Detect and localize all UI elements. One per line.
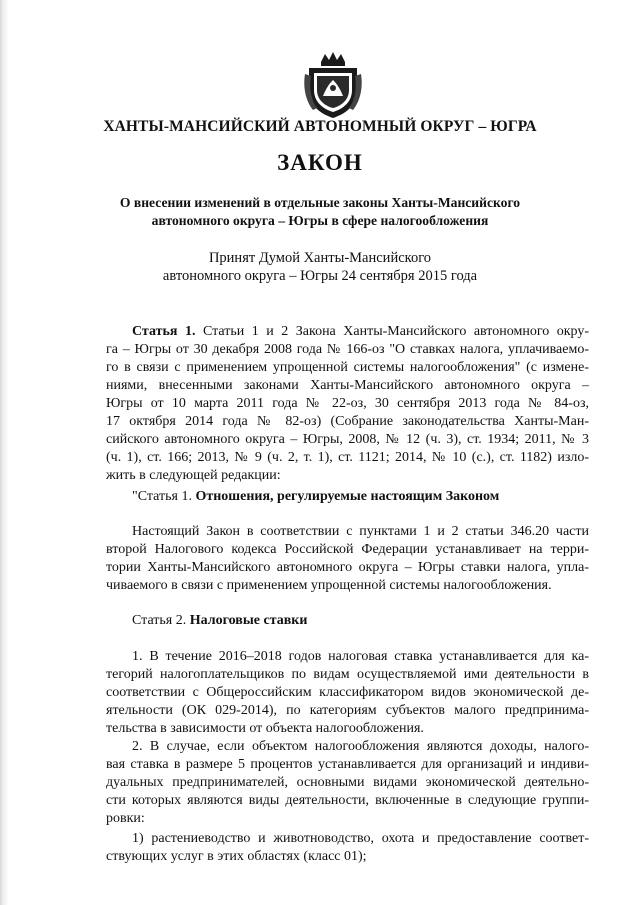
new-article1-prefix: "Статья 1.	[132, 489, 196, 504]
article2-heading	[132, 612, 589, 630]
article1-label: Статья 1.	[132, 324, 196, 339]
article1-line: 17 октября 2014 года № 82-оз) (Собрание законодательства Ханты-Ман-	[106, 414, 589, 429]
new-article1-line: второй Налогового кодекса Российской Федерации устанавливает на терри-	[106, 542, 589, 557]
new-article1-line: Настоящий Закон в соответствии с пунктами 1 и 2 статьи 346.20 части	[132, 524, 589, 539]
law-subtitle-line: автономного округа – Югры в сфере налогообложения	[151, 213, 489, 228]
article2-para1-line: 1. В течение 2016–2018 годов налоговая ставка устанавливается для ка-	[132, 649, 589, 664]
new-article1-line: чиваемого в связи с применением упрощенной системы налогообложения.	[106, 578, 552, 593]
article1-line: (ч. 1), ст. 166; 2013, № 9 (ч. 2, т. 1), ст. 1121; 2014, № 10 (с.), ст. 1182) изло-	[106, 450, 589, 465]
article2-title: Налоговые ставки	[189, 613, 308, 628]
article2-para1-line: тельства в зависимости от объекта налогообложения.	[106, 721, 424, 736]
article2-para2-line: ровки:	[106, 811, 145, 826]
new-article1-line: тории Ханты-Мансийского автономного округа – Югры ставки налога, упла-	[106, 560, 589, 575]
article1-line: га – Югры от 30 декабря 2008 года № 166-оз "О ставках налога, уплачиваемо-	[106, 342, 589, 357]
coat-of-arms-emblem-icon	[301, 50, 365, 120]
article1-text: Статьи 1 и 2 Закона Ханты-Мансийского автономного окру-	[195, 324, 589, 339]
article2-para2-line: вая ставка в размере 5 процентов устанавливается для организаций и индиви-	[106, 757, 589, 772]
article2-para2-line: сти которых являются виды деятельности, включенные в следующие группи-	[106, 793, 589, 808]
article2-item1-line: 1) растениеводство и животноводство, охота и предоставление соответ-	[132, 831, 589, 846]
article2-para2-line: дуальных предпринимателей, основными видами экономической деятельно-	[106, 775, 589, 790]
article2-item1-line: ствующих услуг в этих областях (класс 01);	[106, 849, 367, 864]
article2-prefix: Статья 2.	[132, 613, 190, 628]
law-subtitle-line: О внесении изменений в отдельные законы Ханты-Мансийского	[119, 195, 521, 210]
new-article1-title: Отношения, регулируемые настоящим Законом	[195, 489, 500, 504]
document-type-title: ЗАКОН	[277, 150, 363, 175]
article1-line: го в связи с применением упрощенной системы налогообложения" (с измене-	[106, 360, 589, 375]
article1-line: Югры от 10 марта 2011 года № 22-оз, 30 сентября 2013 года № 84-оз,	[106, 396, 589, 411]
article2-para2-line: 2. В случае, если объектом налогообложения являются доходы, налого-	[132, 739, 589, 754]
adoption-note-line: Принят Думой Ханты-Мансийского	[208, 250, 432, 266]
article1-line: сийского автономного округа – Югры, 2008, № 12 (ч. 3), ст. 1934; 2011, № 3	[106, 432, 589, 447]
new-article1-heading	[132, 488, 589, 506]
article2-para1-line: ятельности (ОК 029-2014), по категориям субъектов малого предпринима-	[106, 703, 589, 718]
article2-para1-line: соответствии с Общероссийским классификатором видов экономической де-	[106, 685, 589, 700]
adoption-note-line: автономного округа – Югры 24 сентября 2015 года	[162, 268, 478, 284]
region-name: ХАНТЫ-МАНСИЙСКИЙ АВТОНОМНЫЙ ОКРУГ – ЮГРА	[103, 118, 537, 135]
article2-para1-line: тегорий налогоплательщиков по видам осуществляемой ими деятельности в	[106, 667, 589, 682]
article1-line: жить в следующей редакции:	[106, 468, 281, 483]
article1-line: ниями, внесенными законами Ханты-Мансийского автономного округа –	[106, 378, 589, 393]
article1-first-line	[132, 323, 589, 341]
